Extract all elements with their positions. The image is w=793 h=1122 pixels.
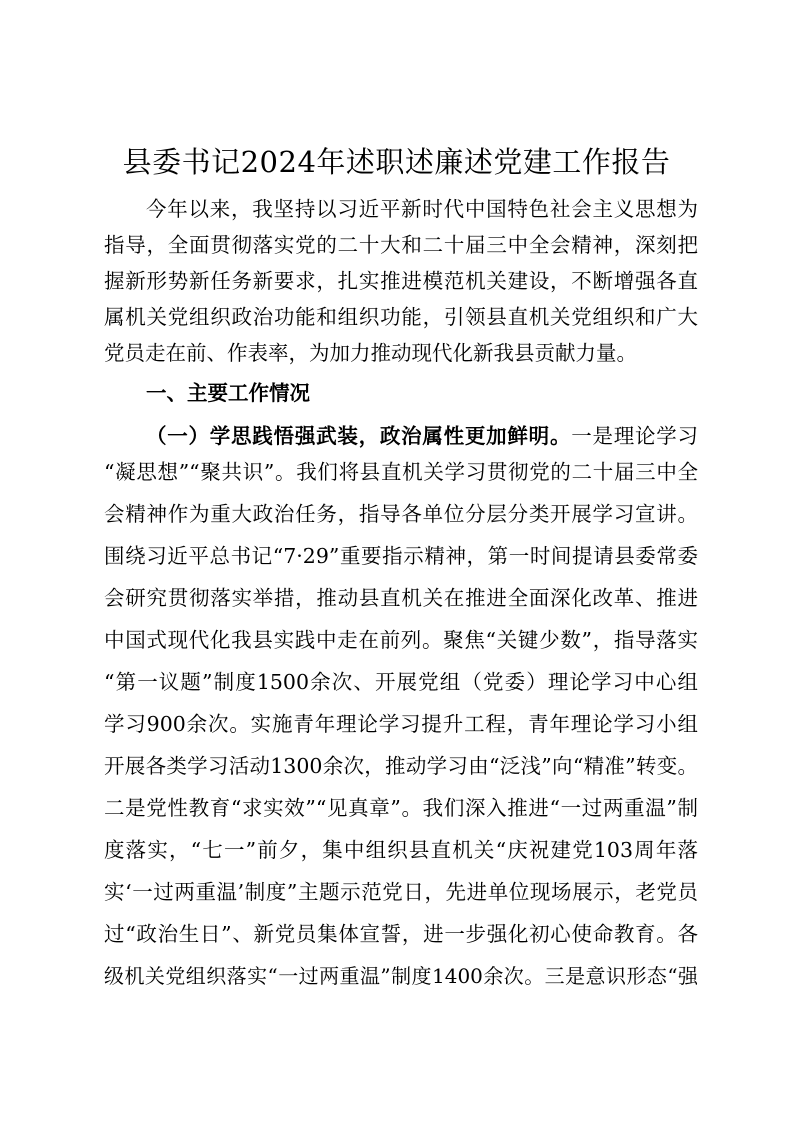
intro-line-1: 今年以来，我坚持以习近平新时代中国特色社会主义思想为 [146,197,698,221]
document-title: 县委书记2024年述职述廉述党建工作报告 [122,145,671,179]
subsection-title: （一）学思践悟强武装，政治属性更加鲜明。 [146,424,572,448]
body-line-5: 中国式现代化我县实践中走在前列。聚焦“关键少数”，指导落实 [104,628,698,652]
body-line-10: 度落实，“七一”前夕，集中组织县直机关“庆祝建党103周年落 [104,838,698,862]
body-line-2: 会精神作为重大政治任务，指导各单位分层分类开展学习宣讲。 [104,502,698,526]
intro-line-2: 指导，全面贯彻落实党的二十大和二十届三中全会精神，深刻把 [104,233,698,257]
body-line-3: 围绕习近平总书记“7·29”重要指示精神，第一时间提请县委常委 [104,544,698,568]
section-heading: 一、主要工作情况 [146,381,310,405]
intro-line-5: 党员走在前、作表率，为加力推动现代化新我县贡献力量。 [104,341,637,365]
body-line-7: 学习900余次。实施青年理论学习提升工程，青年理论学习小组 [104,712,698,736]
body-line-1: “凝思想”“聚共识”。我们将县直机关学习贯彻党的二十届三中全 [104,460,698,484]
subsection-first-line [146,418,698,454]
body-line-9: 二是党性教育“求实效”“见真章”。我们深入推进“一过两重温”制 [104,796,698,820]
body-line-12: 过“政治生日”、新党员集体宣誓，进一步强化初心使命教育。各 [104,922,698,946]
intro-line-4: 属机关党组织政治功能和组织功能，引领县直机关党组织和广大 [104,305,698,329]
body-line-11: 实‘一过两重温’制度”主题示范党日，先进单位现场展示，老党员 [104,880,698,904]
subsection-first-line-rest: 一是理论学习 [571,424,698,448]
intro-line-3: 握新形势新任务新要求，扎实推进模范机关建设，不断增强各直 [104,269,698,293]
body-line-13: 级机关党组织落实“一过两重温”制度1400余次。三是意识形态“强 [104,964,698,988]
body-line-4: 会研究贯彻落实举措，推动县直机关在推进全面深化改革、推进 [104,586,698,610]
body-line-8: 开展各类学习活动1300余次，推动学习由“泛浅”向“精准”转变。 [104,754,698,778]
body-line-6: “第一议题”制度1500余次、开展党组（党委）理论学习中心组 [104,670,698,694]
